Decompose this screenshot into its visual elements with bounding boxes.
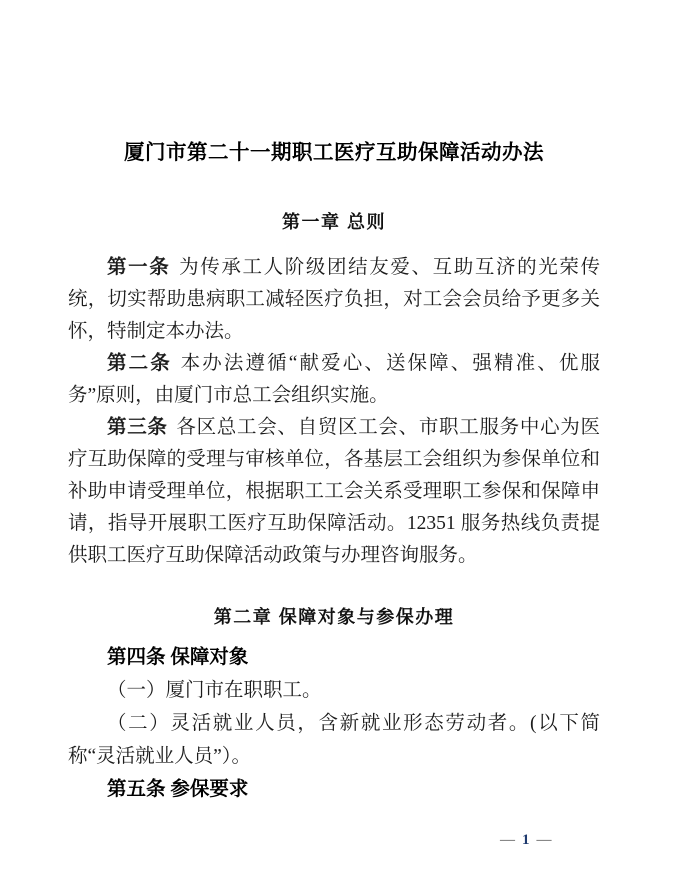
chapter-2-body [68,641,600,806]
page-number-dash-right: — [536,832,552,848]
article-4-heading: 第四条 保障对象 [107,647,249,668]
document-title: 厦门市第二十一期职工医疗互助保障活动办法 [124,141,544,164]
article-1-lead: 第一条 [107,257,171,278]
article-2-paragraph [68,348,600,412]
list-item-1: （一）厦门市在职职工。 [107,680,322,701]
article-3-text: 各区总工会、自贸区工会、市职工服务中心为医疗互助保障的受理与审核单位，各基层工会组织为参保单位和补助申请受理单位，根据职工工会关系受理职工参保和保障申请，指导开展职工医疗互助保障活动。12351 服务热线负责提供职工医疗互助保障活动政策与办理咨询服务。 [68,417,600,566]
page-number-dash-left: — [500,832,515,848]
article-3-lead: 第三条 [107,417,168,438]
article-1-text: 为传承工人阶级团结友爱、互助互济的光荣传统，切实帮助患病职工减轻医疗负担，对工会会员给予更多关怀，特制定本办法。 [68,257,600,342]
article-2-text: 本办法遵循“献爱心、送保障、强精准、优服务”原则，由厦门市总工会组织实施。 [68,353,600,406]
list-item-2: （二）灵活就业人员，含新就业形态劳动者。(以下简称“灵活就业人员”）。 [68,713,600,767]
page-number-value: 1 [522,832,530,848]
article-5-heading: 第五条 参保要求 [107,779,249,800]
chapter-2-heading: 第二章 保障对象与参保办理 [213,607,455,627]
article-3-paragraph [68,412,600,572]
chapter-1-body [68,252,600,572]
article-1-paragraph [68,252,600,348]
chapter-1-heading: 第一章 总则 [281,212,386,232]
article-2-lead: 第二条 [107,353,172,374]
page-number [500,831,552,849]
document-content [68,0,600,806]
